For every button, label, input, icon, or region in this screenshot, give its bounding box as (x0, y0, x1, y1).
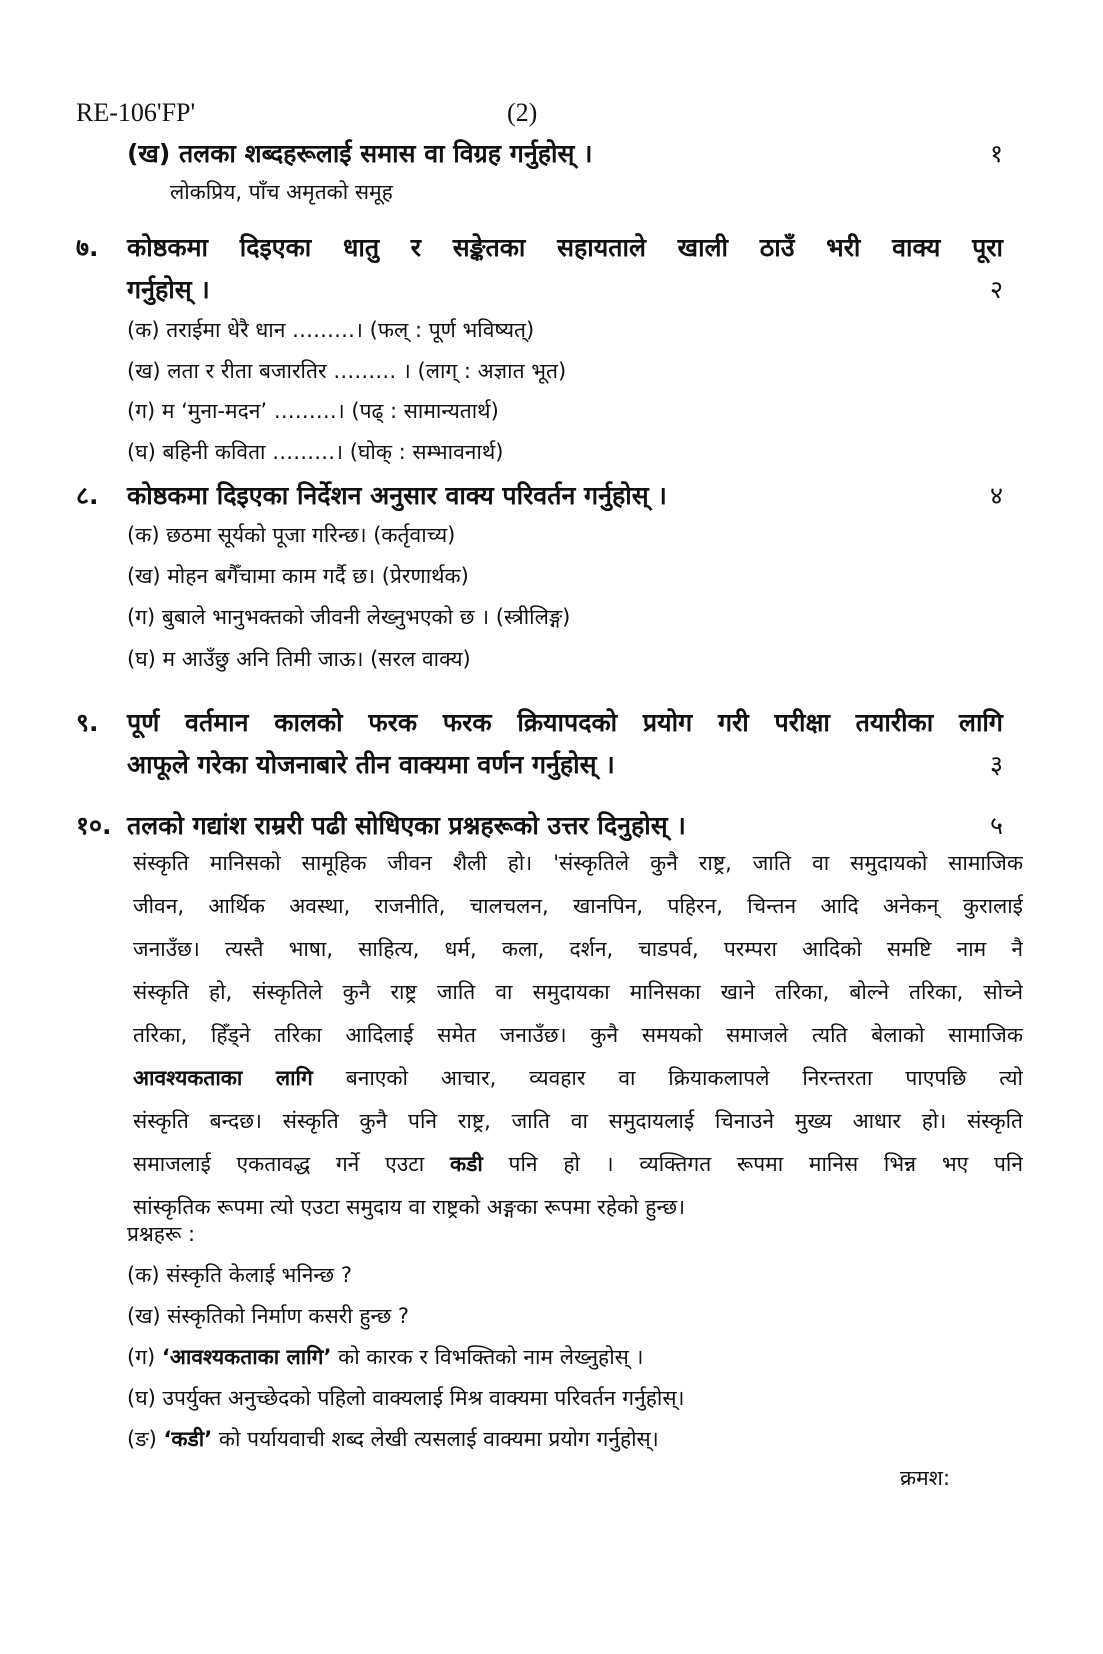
q10-question: (क) संस्कृति केलाई भनिन्छ ? (127, 1263, 352, 1287)
q10-question: (घ) उपर्युक्त अनुच्छेदको पहिलो वाक्यलाई मिश्र वाक्यमा परिवर्तन गर्नुहोस्। (127, 1386, 685, 1410)
q-g-bold: ‘आवश्यकताका लागि’ (161, 1345, 332, 1369)
passage-line: जनाउँछ। त्यस्तै भाषा, साहित्य, धर्म, कला, दर्शन, चाडपर्व, परम्परा आदिको समष्टि नाम नै (133, 937, 1023, 961)
questions-label: प्रश्नहरू : (127, 1222, 196, 1246)
q10-question-ng (127, 1425, 659, 1453)
q-g-rest: को कारक र विभक्तिको नाम लेख्नुहोस् । (338, 1345, 644, 1369)
passage-line: तरिका, हिँड्ने तरिका आदिलाई समेत जनाउँछ। कुनै समयको समाजले त्यति बेलाको सामाजिक (133, 1023, 1023, 1047)
q6b-items: लोकप्रिय, पाँच अमृतको समूह (170, 180, 393, 204)
passage-line: संस्कृति हो, संस्कृतिले कुनै राष्ट्र जाति वा समुदायका मानिसका खाने तरिका, बोल्ने तरिका, सोच्ने (133, 980, 1023, 1004)
q7-item: (ग) म ‘मुना-मदन’ ………। (पढ् : सामान्यतार्थ) (127, 399, 499, 423)
q-g-prefix: (ग) (127, 1345, 156, 1369)
q8-item: (ख) मोहन बगैँचामा काम गर्दै छ। (प्रेरणार्थक) (127, 564, 469, 588)
passage (133, 842, 1023, 1229)
q-ng-prefix: (ङ) (127, 1427, 157, 1451)
paper-code: RE-106'FP' (76, 98, 196, 127)
passage-line-rest: बनाएको आचार, व्यवहार वा क्रियाकलापले निरन्तरता पाएपछि त्यो (345, 1066, 1023, 1090)
q7-item: (घ) बहिनी कविता ………। (घोक् : सम्भावनार्थ) (127, 440, 504, 464)
passage-line-start: समाजलाई एकतावद्ध गर्ने एउटा (133, 1152, 425, 1176)
passage-line: संस्कृति बन्दछ। संस्कृति कुनै पनि राष्ट्र, जाति वा समुदायलाई चिनाउने मुख्य आधार हो। संस्कृति (133, 1109, 1023, 1133)
q7-mark: २ (989, 275, 1003, 304)
q8-title: कोष्ठकमा दिइएका निर्देशन अनुसार वाक्य परिवर्तन गर्नुहोस् । (127, 481, 667, 510)
q7-number: ७. (76, 233, 99, 262)
q8-item: (क) छठमा सूर्यको पूजा गरिन्छ। (कर्तृवाच्य) (127, 523, 456, 547)
q10-question-g (127, 1343, 643, 1371)
q7-item: (क) तराईमा धेरै धान ………। (फल् : पूर्ण भविष्यत्) (127, 318, 535, 342)
q8-mark: ४ (989, 481, 1003, 510)
q7-title-line2: गर्नुहोस् । (127, 275, 210, 304)
passage-line: संस्कृति मानिसको सामूहिक जीवन शैली हो। 'संस्कृतिले कुनै राष्ट्र, जाति वा समुदायको सामाजिक (133, 851, 1023, 875)
q-ng-rest: को पर्यायवाची शब्द लेखी त्यसलाई वाक्यमा प्रयोग गर्नुहोस्। (218, 1427, 659, 1451)
q9-title-line1: पूर्ण वर्तमान कालको फरक फरक क्रियापदको प्रयोग गरी परीक्षा तयारीका लागि (127, 708, 1003, 737)
passage-line-mixed (133, 1057, 1023, 1100)
q8-item: (ग) बुबाले भानुभक्तको जीवनी लेख्नुभएको छ । (स्त्रीलिङ्ग) (127, 605, 571, 629)
bold-term-kadi: कडी (449, 1152, 483, 1176)
page-number: (2) (507, 98, 538, 127)
q9-title-line2: आफूले गरेका योजनाबारे तीन वाक्यमा वर्णन गर्नुहोस् । (127, 750, 615, 779)
q9-mark: ३ (989, 750, 1003, 779)
q8-item: (घ) म आउँछु अनि तिमी जाऊ। (सरल वाक्य) (127, 647, 471, 671)
q10-number: १०. (76, 811, 112, 840)
passage-line: जीवन, आर्थिक अवस्था, राजनीति, चालचलन, खानपिन, पहिरन, चिन्तन आदि अनेकन् कुरालाई (133, 894, 1023, 918)
bold-term-avashyak: आवश्यकताका लागि (133, 1066, 313, 1090)
q8-number: ८. (76, 481, 99, 510)
q7-title-line1: कोष्ठकमा दिइएका धातु र सङ्केतका सहायताले खाली ठाउँ भरी वाक्य पूरा (127, 233, 1003, 262)
continued-label: क्रमश: (900, 1466, 951, 1490)
q10-title: तलको गद्यांश राम्ररी पढी सोधिएका प्रश्नहरूको उत्तर दिनुहोस् । (127, 811, 686, 840)
q9-number: ९. (76, 708, 99, 737)
passage-line-mixed (133, 1143, 1023, 1186)
q10-mark: ५ (989, 811, 1003, 840)
q10-question: (ख) संस्कृतिको निर्माण कसरी हुन्छ ? (127, 1304, 410, 1328)
q-ng-bold: ‘कडी’ (163, 1427, 213, 1451)
q6b-title: (ख) तलका शब्दहरूलाई समास वा विग्रह गर्नुहोस् । (127, 139, 593, 168)
passage-line-rest: पनि हो । व्यक्तिगत रूपमा मानिस भिन्न भए पनि (508, 1152, 1023, 1176)
passage-line: सांस्कृतिक रूपमा त्यो एउटा समुदाय वा राष्ट्रको अङ्गका रूपमा रहेको हुन्छ। (133, 1195, 686, 1219)
q7-item: (ख) लता र रीता बजारतिर ……… । (लाग् : अज्ञात भूत) (127, 359, 567, 383)
q6b-mark: १ (989, 139, 1003, 168)
